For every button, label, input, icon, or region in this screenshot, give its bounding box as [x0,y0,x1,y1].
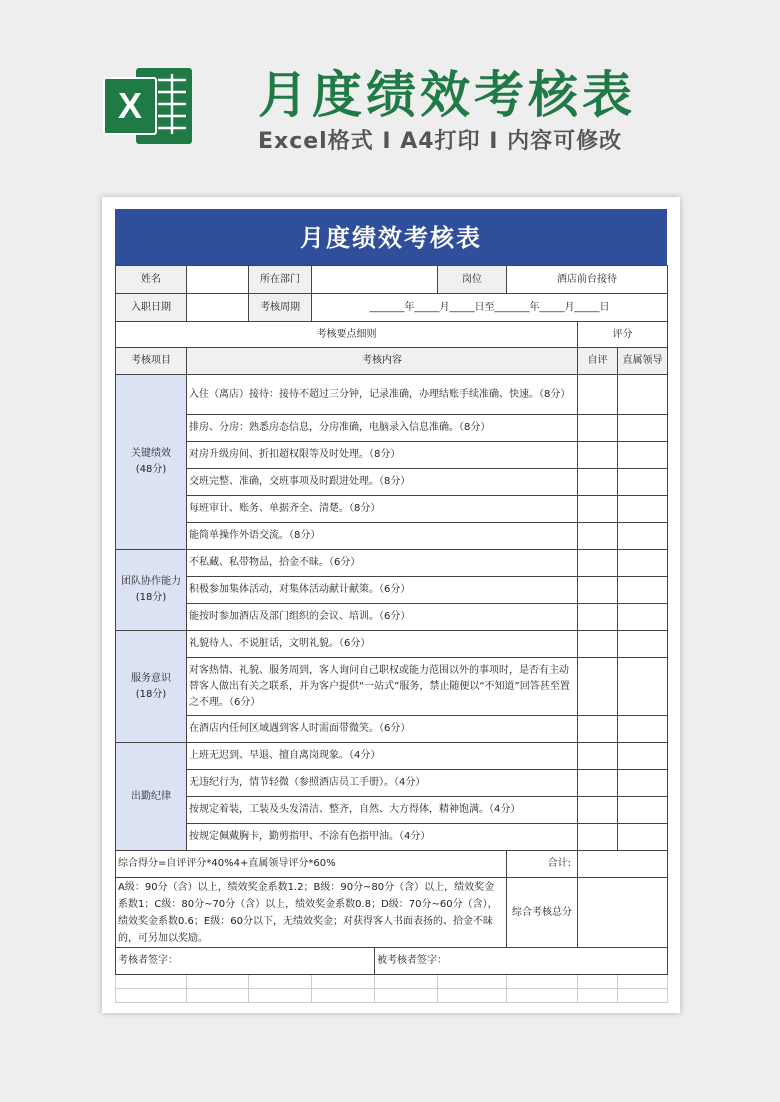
self-score-cell[interactable] [578,631,618,658]
excel-logo-icon [102,60,194,152]
self-score-cell[interactable] [578,658,618,716]
leader-score-cell[interactable] [618,496,668,523]
assessor-signature-label: 考核者签字： [118,955,178,966]
detail-header: 考核要点细则 [116,322,578,348]
criteria-item: 对房升级房间、折扣超权限等及时处理。（8分） [187,442,578,469]
assessee-signature-label: 被考核者签字： [377,955,447,966]
category-name: 团队协作能力 [121,576,181,587]
main-title: 月度绩效考核表 [258,66,636,124]
spare-row [116,989,668,1003]
form-table [115,265,668,1003]
category-name: 服务意识 [131,672,171,684]
category-points: (48分) [135,464,167,475]
self-score-cell[interactable] [578,442,618,469]
form-title: 月度绩效考核表 [115,209,667,265]
score-header: 评分 [578,322,668,348]
assessee-signature[interactable] [375,948,668,975]
grade-rules: A级：90分（含）以上，绩效奖金系数1.2；B级：90分~80分（含）以上，绩效奖金系数1；C级：80分~70分（含）以上，绩效奖金系数0.8；D级：70分~60分（含），绩效奖金系数0.6；E级：60分以下，无绩效奖金；对获得客人书面表扬的、拾金不昧的，可另加以奖励。 [116,878,507,948]
leader-score-cell[interactable] [618,469,668,496]
criteria-item: 在酒店内任何区域遇到客人时需面带微笑。（6分） [187,716,578,743]
banner [0,0,780,190]
leader-score-cell[interactable] [618,577,668,604]
leader-score-cell[interactable] [618,743,668,770]
total-score-field[interactable] [578,851,668,878]
criteria-item: 排房、分房：熟悉房态信息，分房准确，电脑录入信息准确。（8分） [187,415,578,442]
dept-label: 所在部门 [249,266,312,294]
criteria-item: 不私藏、私带物品，拾金不昧。（6分） [187,550,578,577]
criteria-item: 按规定着装，工装及头发清洁、整齐，自然、大方得体，精神饱满。（4分） [187,797,578,824]
criteria-item: 无违纪行为，情节轻微（参照酒店员工手册）。（4分） [187,770,578,797]
category-points: (18分) [135,688,167,700]
assessor-signature[interactable] [116,948,375,975]
content-header: 考核内容 [187,348,578,375]
item-header: 考核项目 [116,348,187,375]
category-name: 关键绩效 [131,448,171,459]
position-label: 岗位 [438,266,507,294]
leader-score-cell[interactable] [618,658,668,716]
score-formula: 综合得分=自评评分*40%4+直属领导评分*60% [116,851,507,878]
self-score-cell[interactable] [578,716,618,743]
leader-score-cell[interactable] [618,604,668,631]
criteria-item: 能按时参加酒店及部门组织的会议、培训。（6分） [187,604,578,631]
sub-title: Excel格式 I A4打印 I 内容可修改 [258,129,623,154]
self-score-cell[interactable] [578,550,618,577]
sheet-page [102,197,680,1013]
leader-score-header: 直属领导 [618,348,668,375]
self-score-header: 自评 [578,348,618,375]
overall-score-field[interactable] [578,878,668,948]
name-field[interactable] [187,266,249,294]
criteria-item: 交班完整、准确，交班事项及时跟进处理。（8分） [187,469,578,496]
self-score-cell[interactable] [578,577,618,604]
category-key-performance [116,375,187,550]
category-attendance [116,743,187,851]
leader-score-cell[interactable] [618,770,668,797]
leader-score-cell[interactable] [618,550,668,577]
self-score-cell[interactable] [578,770,618,797]
criteria-item: 积极参加集体活动，对集体活动献计献策。（6分） [187,577,578,604]
criteria-item: 入住（离店）接待：接待不超过三分钟，记录准确，办理结账手续准确、快速。（8分） [187,375,578,415]
leader-score-cell[interactable] [618,716,668,743]
period-field[interactable]: _______年_____月_____日至_______年_____月_____日 [312,294,668,322]
category-service [116,631,187,743]
leader-score-cell[interactable] [618,797,668,824]
position-field[interactable]: 酒店前台接待 [507,266,668,294]
leader-score-cell[interactable] [618,442,668,469]
excel-logo-letter: X [117,85,143,126]
self-score-cell[interactable] [578,375,618,415]
criteria-item: 每班审计、账务、单据齐全、清楚。（8分） [187,496,578,523]
criteria-item: 礼貌待人、不说脏话，文明礼貌。（6分） [187,631,578,658]
category-teamwork [116,550,187,631]
name-label: 姓名 [116,266,187,294]
self-score-cell[interactable] [578,523,618,550]
category-points: (18分) [135,592,167,603]
self-score-cell[interactable] [578,824,618,851]
leader-score-cell[interactable] [618,631,668,658]
dept-field[interactable] [312,266,438,294]
self-score-cell[interactable] [578,604,618,631]
self-score-cell[interactable] [578,797,618,824]
leader-score-cell[interactable] [618,824,668,851]
self-score-cell[interactable] [578,496,618,523]
leader-score-cell[interactable] [618,375,668,415]
total-label: 合计: [507,851,578,878]
overall-score-label: 综合考核总分 [507,878,578,948]
criteria-item: 对客热情、礼貌、服务周到，客人询问自己职权或能力范围以外的事项时，是否有主动替客人做出有关之联系，并为客户提供“一站式”服务，禁止随便以“不知道”回答甚至置之不理。（6分） [187,658,578,716]
entry-date-field[interactable] [187,294,249,322]
leader-score-cell[interactable] [618,523,668,550]
category-name: 出勤纪律 [131,790,171,802]
self-score-cell[interactable] [578,415,618,442]
criteria-item: 按规定佩戴胸卡，勤剪指甲、不涂有色指甲油。（4分） [187,824,578,851]
criteria-item: 上班无迟到、早退、擅自离岗现象。（4分） [187,743,578,770]
self-score-cell[interactable] [578,469,618,496]
assessment-form [115,209,667,1003]
entry-date-label: 入职日期 [116,294,187,322]
spare-row [116,975,668,989]
criteria-item: 能简单操作外语交流。（8分） [187,523,578,550]
self-score-cell[interactable] [578,743,618,770]
period-label: 考核周期 [249,294,312,322]
leader-score-cell[interactable] [618,415,668,442]
